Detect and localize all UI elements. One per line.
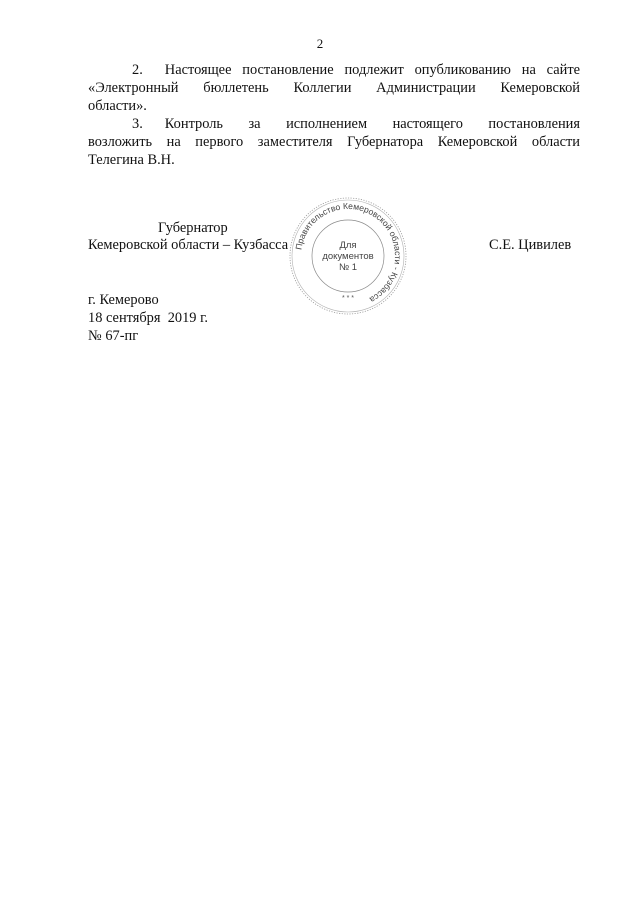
place: г. Кемерово [88, 292, 159, 308]
signature-title: Губернатор [158, 220, 228, 236]
paragraph-3-line-1: 3. Контроль за исполнением настоящего постановления [132, 116, 580, 132]
paragraph-2-number: 2. [132, 62, 143, 78]
signature-org: Кемеровской области – Кузбасса [88, 237, 289, 253]
seal-center-line-3: № 1 [338, 262, 358, 273]
paragraph-2 [88, 61, 580, 115]
document-date: 18 сентября 2019 г. [88, 310, 208, 326]
paragraph-3-line-2: возложить на первого заместителя Губернатора Кемеровской области [88, 134, 580, 150]
paragraph-3 [88, 115, 580, 169]
official-seal [288, 196, 408, 316]
paragraph-2-line-3: области». [88, 98, 147, 114]
seal-bottom-marks: * * * [341, 295, 355, 302]
seal-ring-text: Правительство Кемеровской области - Кузбасса [293, 200, 404, 306]
page-number: 2 [316, 36, 324, 51]
seal-center-line-1: Для [339, 240, 357, 251]
paragraph-2-line-2: «Электронный бюллетень Коллегии Администрации Кемеровской [88, 80, 580, 96]
paragraph-3-line-3: Телегина В.Н. [88, 152, 175, 168]
paragraph-2-line-1: 2. Настоящее постановление подлежит опубликованию на сайте [132, 62, 580, 78]
signature-name: С.Е. Цивилев [489, 237, 572, 253]
document-number: № 67-пг [88, 328, 139, 344]
paragraph-3-number: 3. [132, 116, 143, 132]
seal-center-line-2: документов [322, 251, 374, 262]
